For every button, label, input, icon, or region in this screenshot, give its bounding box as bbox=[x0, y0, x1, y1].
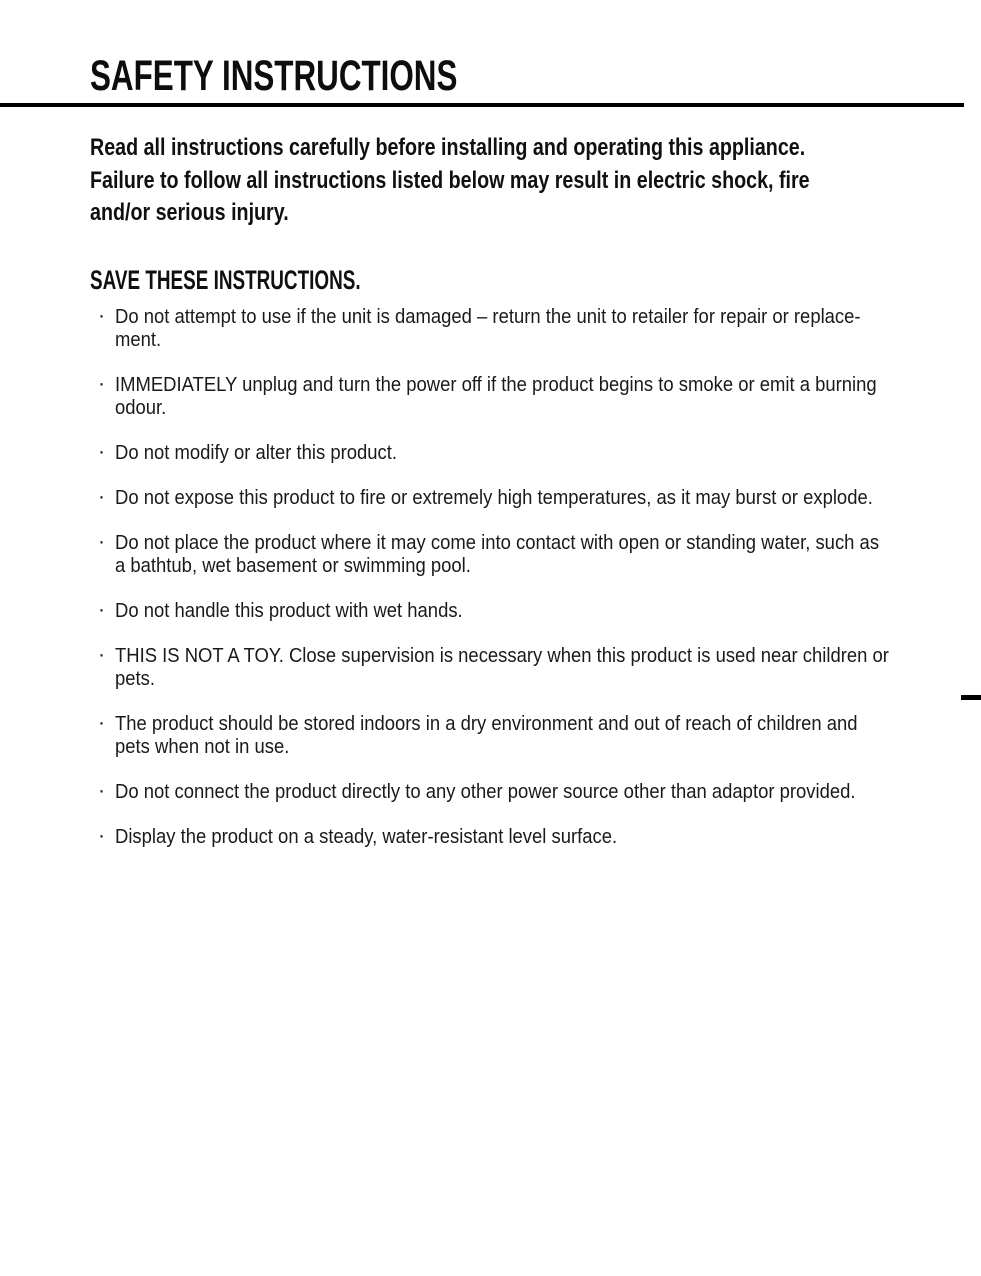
page-title: SAFETY INSTRUCTIONS bbox=[90, 52, 458, 100]
bullet-line: ment. bbox=[115, 328, 162, 351]
bullet-line: a bathtub, wet basement or swimming pool. bbox=[115, 554, 471, 577]
bullet-item bbox=[90, 599, 970, 622]
bullet-lines bbox=[115, 305, 970, 351]
bullet-lines bbox=[115, 644, 970, 690]
bullet-marker: · bbox=[98, 824, 105, 847]
bullet-lines bbox=[115, 780, 970, 803]
bullet-line: IMMEDIATELY unplug and turn the power off if the product begins to smoke or emit a burning bbox=[115, 373, 877, 396]
bullet-line: Do not connect the product directly to any other power source other than adaptor provided. bbox=[115, 780, 856, 803]
bullet-line: Do not handle this product with wet hands. bbox=[115, 599, 463, 622]
intro-paragraph bbox=[90, 132, 968, 230]
bullet-line: The product should be stored indoors in a dry environment and out of reach of children and bbox=[115, 712, 858, 735]
bullet-lines bbox=[115, 825, 970, 848]
bullet-lines bbox=[115, 441, 970, 464]
bullet-line: Do not expose this product to fire or extremely high temperatures, as it may burst or explode. bbox=[115, 486, 873, 509]
bullet-lines bbox=[115, 712, 970, 758]
bullet-marker: · bbox=[98, 779, 105, 802]
bullet-item bbox=[90, 644, 970, 690]
bullet-item bbox=[90, 825, 970, 848]
title-underline bbox=[0, 103, 964, 107]
bullet-marker: · bbox=[98, 643, 105, 666]
bullet-marker: · bbox=[98, 485, 105, 508]
bullet-lines bbox=[115, 599, 970, 622]
bullet-line: odour. bbox=[115, 396, 167, 419]
bullet-marker: · bbox=[98, 304, 105, 327]
bullet-line: pets. bbox=[115, 667, 156, 690]
bullet-item bbox=[90, 780, 970, 803]
bullet-line: Do not modify or alter this product. bbox=[115, 441, 398, 464]
intro-line: Read all instructions carefully before installing and operating this appliance. bbox=[90, 134, 806, 161]
bullet-lines bbox=[115, 486, 970, 509]
bullet-item bbox=[90, 373, 970, 419]
page-edge-tick bbox=[961, 695, 981, 700]
intro-line: Failure to follow all instructions listed below may result in electric shock, fire bbox=[90, 166, 810, 194]
bullet-marker: · bbox=[98, 440, 105, 463]
bullet-item bbox=[90, 441, 970, 464]
bullet-marker: · bbox=[98, 530, 105, 553]
bullet-lines bbox=[115, 531, 970, 577]
bullet-line: THIS IS NOT A TOY. Close supervision is necessary when this product is used near children or bbox=[115, 644, 889, 667]
bullet-line: pets when not in use. bbox=[115, 735, 290, 758]
bullet-item bbox=[90, 531, 970, 577]
bullet-item bbox=[90, 305, 970, 351]
bullet-line: Do not place the product where it may come into contact with open or standing water, such as bbox=[115, 531, 880, 554]
save-heading: SAVE THESE INSTRUCTIONS. bbox=[90, 265, 361, 295]
bullet-list bbox=[90, 305, 970, 870]
bullet-marker: · bbox=[98, 372, 105, 395]
bullet-item bbox=[90, 712, 970, 758]
bullet-marker: · bbox=[98, 711, 105, 734]
intro-line: and/or serious injury. bbox=[90, 199, 289, 226]
bullet-item bbox=[90, 486, 970, 509]
bullet-line: Do not attempt to use if the unit is damaged – return the unit to retailer for repair or replace- bbox=[115, 305, 861, 328]
bullet-marker: · bbox=[98, 598, 105, 621]
bullet-line: Display the product on a steady, water-resistant level surface. bbox=[115, 825, 618, 848]
bullet-lines bbox=[115, 373, 970, 419]
